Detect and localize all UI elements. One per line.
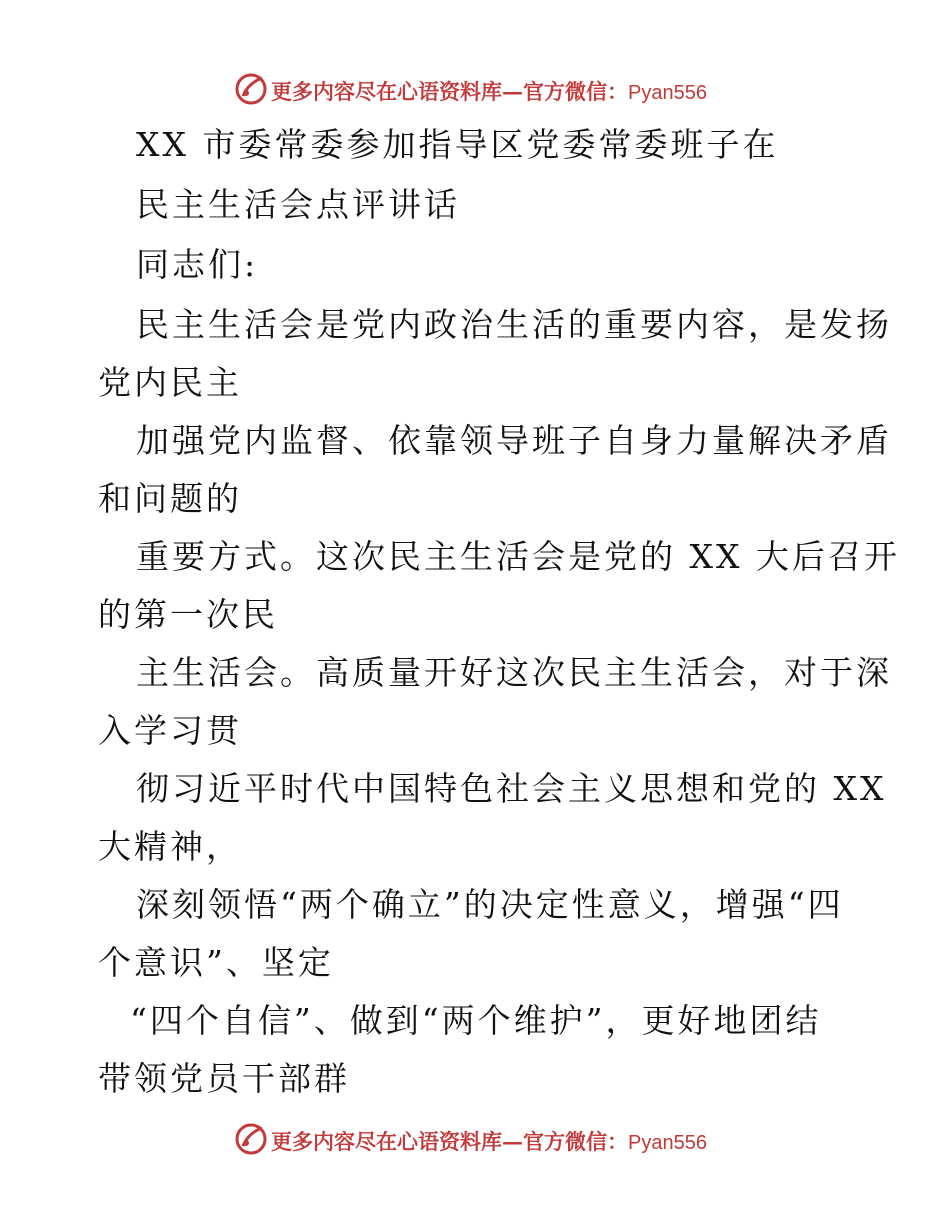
- body-line: 和问题的: [98, 479, 242, 518]
- body-line: 党内民主: [98, 363, 242, 402]
- body-line: 深刻领悟“两个确立”的决定性意义，增强“四: [136, 885, 844, 924]
- body-line: 民主生活会是党内政治生活的重要内容，是发扬: [136, 305, 892, 344]
- watermark-wechat-id: Pyan556: [628, 1132, 707, 1154]
- body-line: 的第一次民: [98, 595, 278, 634]
- watermark-wechat-id: Pyan556: [628, 82, 707, 104]
- body-line: 重要方式。这次民主生活会是党的 XX 大后召开: [136, 537, 900, 576]
- body-line: 主生活会。高质量开好这次民主生活会，对于深: [136, 653, 892, 692]
- body-line: 彻习近平时代中国特色社会主义思想和党的 XX: [136, 769, 887, 808]
- header-watermark: [0, 70, 950, 110]
- title-line-2: 民主生活会点评讲话: [136, 185, 460, 224]
- footer-watermark: [0, 1120, 950, 1160]
- brush-circle-logo-icon: [234, 1122, 268, 1156]
- salutation: 同志们:: [136, 245, 259, 284]
- body-line: 入学习贯: [98, 711, 242, 750]
- watermark-cn-text: 更多内容尽在心语资料库—官方微信：: [271, 1129, 628, 1154]
- watermark-cn-text: 更多内容尽在心语资料库—官方微信：: [271, 79, 628, 104]
- body-line: 加强党内监督、依靠领导班子自身力量解决矛盾: [136, 421, 892, 460]
- body-line: 大精神，: [98, 827, 242, 866]
- body-line: “四个自信”、做到“两个维护”，更好地团结: [130, 1001, 822, 1040]
- body-line: 带领党员干部群: [98, 1059, 350, 1098]
- title-line-1: XX 市委常委参加指导区党委常委班子在: [136, 125, 779, 164]
- watermark-text: [271, 1126, 707, 1156]
- watermark-text: [271, 76, 707, 106]
- brush-circle-logo-icon: [234, 72, 268, 106]
- body-line: 个意识”、坚定: [98, 943, 334, 982]
